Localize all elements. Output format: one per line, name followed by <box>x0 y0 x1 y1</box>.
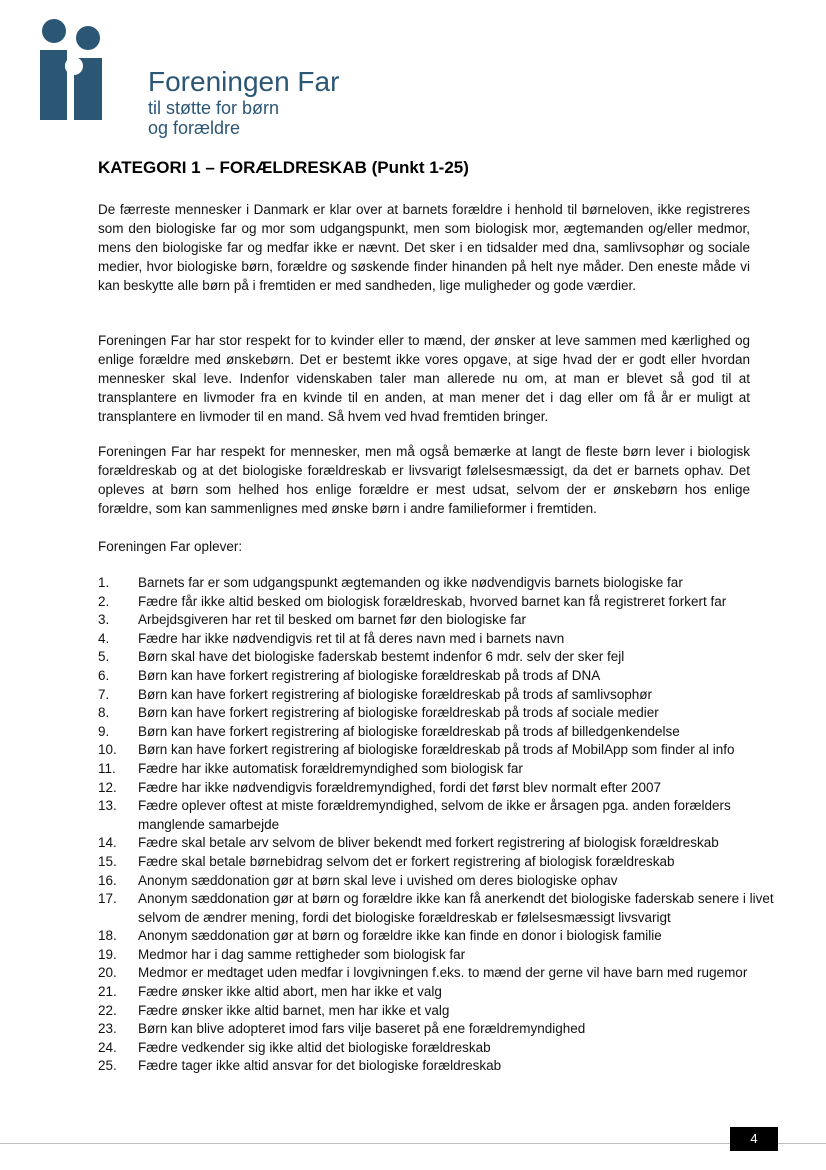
list-text: Børn kan have forkert registrering af biologiske forældreskab på trods af DNA <box>138 667 601 683</box>
list-number: 19. <box>98 946 117 962</box>
paragraph-3: Foreningen Far har respekt for mennesker, men må også bemærke at langt de fleste børn lever i biologisk forældreskab og at det biologiske forældreskab er livsvarigt følelsesmæssigt, da det er barnets ophav. Det opleves at børn som helhed hos enlige forældre er mest udsat, selvom der er ønskebørn hos enlige forældre, som kan sammenlignes med ønske børn i andre familieformer i fremtiden. <box>98 444 750 516</box>
list-number: 4. <box>98 630 110 646</box>
list-number: 2. <box>98 593 110 609</box>
list-item <box>98 872 778 891</box>
list-item <box>98 834 778 853</box>
list-item <box>98 686 778 705</box>
list-item <box>98 1039 778 1058</box>
list-text: Anonym sæddonation gør at børn og forældre ikke kan finde en donor i biologisk familie <box>138 928 662 944</box>
list-item <box>98 704 778 723</box>
list-number: 7. <box>98 686 110 702</box>
list-text: Fædre ønsker ikke altid abort, men har ikke et valg <box>138 984 442 1000</box>
list-number: 11. <box>98 760 116 776</box>
list-item <box>98 779 778 798</box>
logo <box>40 18 340 138</box>
list-text: Fædre får ikke altid besked om biologisk forældreskab, hvorved barnet kan få registreret forkert far <box>138 593 727 609</box>
list-item <box>98 964 778 983</box>
list-item <box>98 593 778 612</box>
logo-text <box>148 66 339 138</box>
list-number: 22. <box>98 1002 117 1018</box>
list-text: Arbejdsgiveren har ret til besked om barnet før den biologiske far <box>138 612 526 628</box>
list-number: 12. <box>98 779 117 795</box>
list-number: 1. <box>98 575 110 590</box>
logo-name: Foreningen Far <box>148 66 340 97</box>
list-intro: Foreningen Far oplever: <box>98 539 243 554</box>
list-item <box>98 760 778 779</box>
list-text: Børn kan have forkert registrering af biologiske forældreskab på trods af billedgenkendelse <box>138 723 680 739</box>
list-item <box>98 927 778 946</box>
list-number: 17. <box>98 891 117 907</box>
list-item <box>98 723 778 742</box>
list-text: Anonym sæddonation gør at børn og forældre ikke kan få anerkendt det biologiske faderskab senere i livet selvom de ændrer mening, fordi det biologiske forældreskab er følelsesmæssigt livsvarigt <box>138 891 774 925</box>
list-item <box>98 648 778 667</box>
list-item <box>98 574 778 593</box>
logo-subtitle-line2: og forældre <box>148 118 241 138</box>
list-number: 6. <box>98 667 110 683</box>
list-number: 14. <box>98 835 117 851</box>
list-number: 24. <box>98 1039 117 1055</box>
footer-divider <box>0 1143 826 1144</box>
list-text: Børn kan have forkert registrering af biologiske forældreskab på trods af samlivsophør <box>138 686 652 702</box>
list-text: Fædre har ikke automatisk forældremyndighed som biologisk far <box>138 760 523 776</box>
list-text: Fædre oplever oftest at miste forældremyndighed, selvom de ikke er årsagen pga. anden forælders manglende samarbejde <box>138 798 731 832</box>
list-item <box>98 853 778 872</box>
list-item <box>98 1002 778 1021</box>
list-text: Børn kan blive adopteret imod fars vilje baseret på ene forældremyndighed <box>138 1021 586 1037</box>
list-item <box>98 667 778 686</box>
list-text: Fædre vedkender sig ikke altid det biologiske forældreskab <box>138 1039 491 1055</box>
paragraph-2: Foreningen Far har stor respekt for to kvinder eller to mænd, der ønsker at leve sammen med kærlighed og enlige forældre med ønskebørn. Det er bestemt ikke vores opgave, at sige hvad der er godt eller hvordan mennesker skal leve. Indenfor videnskaben taler man allerede nu om, at man er blevet så god til at transplantere en livmoder fra en kvinde til en anden, at man mener det i dag eller om få år er muligt at transplantere en livmoder til en mand. Så hvem ved hvad fremtiden bringer. <box>98 333 750 424</box>
list-number: 23. <box>98 1021 117 1037</box>
page-number: 4 <box>730 1127 778 1151</box>
list-text: Fædre tager ikke altid ansvar for det biologiske forældreskab <box>138 1058 502 1074</box>
list-number: 15. <box>98 853 117 869</box>
list-number: 25. <box>98 1058 117 1074</box>
list-number: 8. <box>98 705 110 721</box>
list-item <box>98 983 778 1002</box>
list-item <box>98 946 778 965</box>
list-item <box>98 611 778 630</box>
list-item <box>98 1020 778 1039</box>
list-number: 16. <box>98 872 117 888</box>
list-text: Børn skal have det biologiske faderskab bestemt indenfor 6 mdr. selv der sker fejl <box>138 649 625 665</box>
list-item <box>98 890 778 927</box>
list-item <box>98 797 778 834</box>
list-item <box>98 630 778 649</box>
list-number: 9. <box>98 723 110 739</box>
list-text: Fædre skal betale arv selvom de bliver bekendt med forkert registrering af biologisk forældreskab <box>138 835 719 851</box>
list-item <box>98 741 778 760</box>
list-text: Børn kan have forkert registrering af biologiske forældreskab på trods af sociale medier <box>138 705 659 721</box>
logo-mark-icon <box>40 18 110 128</box>
list-text: Anonym sæddonation gør at børn skal leve i uvished om deres biologiske ophav <box>138 872 618 888</box>
list-text: Medmor har i dag samme rettigheder som biologisk far <box>138 946 466 962</box>
paragraph-1: De færreste mennesker i Danmark er klar over at barnets forældre i henhold til børneloven, ikke registreres som den biologiske far og mor som udgangspunkt, men som biologisk mor, ægtemanden og/eller medmor, mens den biologiske far og medfar ikke er nævnt. Det sker i en tidsalder med dna, samlivsophør og sociale medier, hvor biologiske børn, forældre og søskende finder hinanden på helt nye måder. Den eneste måde vi kan beskytte alle børn på i fremtiden er med sandheden, lige muligheder og gode værdier. <box>98 202 750 293</box>
numbered-list <box>98 574 778 1076</box>
list-text: Barnets far er som udgangspunkt ægtemanden og ikke nødvendigvis barnets biologiske far <box>138 575 683 590</box>
list-number: 21. <box>98 984 117 1000</box>
list-text: Fædre skal betale børnebidrag selvom det er forkert registrering af biologisk forældreskab <box>138 853 675 869</box>
list-number: 5. <box>98 649 110 665</box>
list-number: 10. <box>98 742 117 758</box>
list-item <box>98 1057 778 1076</box>
list-text: Fædre ønsker ikke altid barnet, men har ikke et valg <box>138 1002 450 1018</box>
page-heading: KATEGORI 1 – FORÆLDRESKAB (Punkt 1-25) <box>98 158 469 177</box>
logo-subtitle-line1: til støtte for børn <box>148 98 280 118</box>
list-number: 3. <box>98 612 110 628</box>
list-text: Fædre har ikke nødvendigvis ret til at få deres navn med i barnets navn <box>138 630 565 646</box>
list-number: 13. <box>98 798 117 814</box>
list-text: Fædre har ikke nødvendigvis forældremyndighed, fordi det først blev normalt efter 2007 <box>138 779 661 795</box>
list-number: 18. <box>98 928 117 944</box>
list-number: 20. <box>98 965 117 981</box>
list-text: Medmor er medtaget uden medfar i lovgivningen f.eks. to mænd der gerne vil have barn med rugemor <box>138 965 748 981</box>
list-text: Børn kan have forkert registrering af biologiske forældreskab på trods af MobilApp som finder al info <box>138 742 735 758</box>
